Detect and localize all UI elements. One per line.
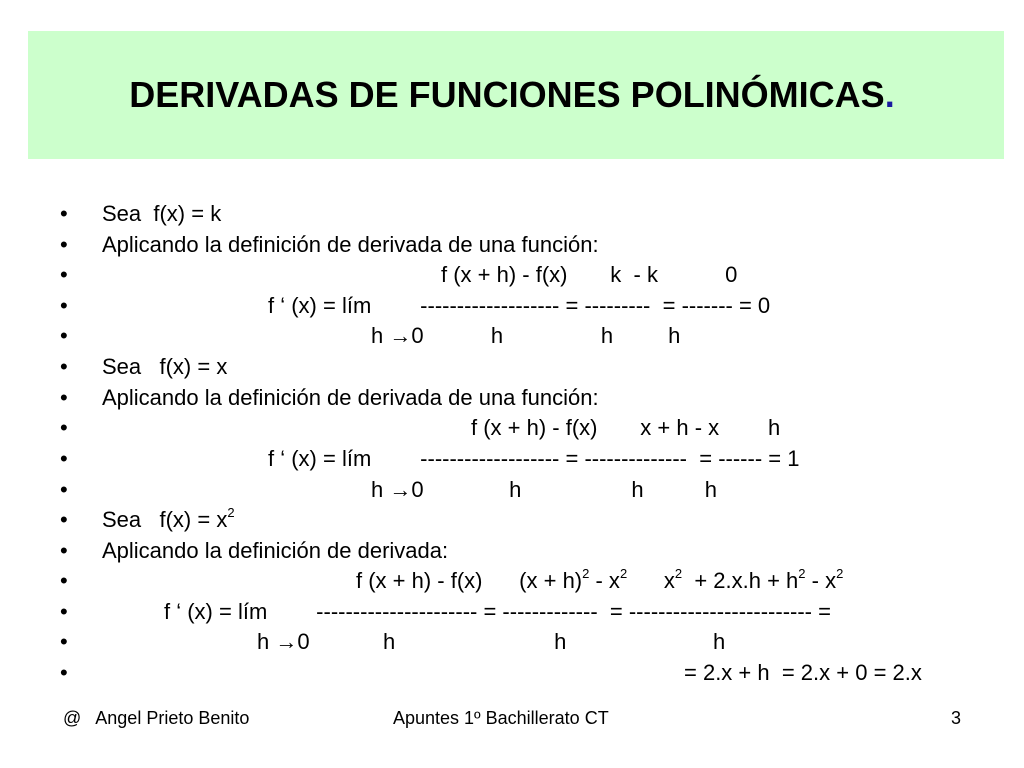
line-7: Aplicando la definición de derivada de una función: <box>102 385 599 410</box>
footer-page-number: 3 <box>951 708 962 728</box>
exponent: 2 <box>582 565 590 581</box>
bullet-marker: • <box>60 415 68 440</box>
line-5 <box>371 324 680 348</box>
bullet-marker: • <box>60 629 68 654</box>
line-16: = 2.x + h = 2.x + 0 = 2.x <box>684 660 922 685</box>
exponent: 2 <box>619 565 628 581</box>
line-10-h: h <box>371 477 390 502</box>
arrow-icon: → <box>389 477 412 502</box>
line-9: f ‘ (x) = lím ------------------- = -------------- = ------ = 1 <box>268 446 800 471</box>
bullet-marker: • <box>60 538 68 563</box>
bullet-marker: • <box>60 232 68 257</box>
arrow-icon: → <box>389 323 412 348</box>
line-14: f ‘ (x) = lím ---------------------- = ------------- = ------------------------- = <box>164 599 831 624</box>
line-8: f (x + h) - f(x) x + h - x h <box>471 415 781 440</box>
bullet-marker: • <box>60 660 68 685</box>
title-dot: . <box>884 74 895 115</box>
line-13-part: f (x + h) - f(x) (x + h) <box>356 568 583 593</box>
line-2: Aplicando la definición de derivada de una función: <box>102 232 599 257</box>
line-13-part: x <box>627 568 675 593</box>
bullet-marker: • <box>60 262 68 287</box>
line-15-rest: 0 h h h <box>297 629 726 654</box>
bullet-marker: • <box>60 507 68 532</box>
bullet-marker: • <box>60 446 68 471</box>
bullet-marker: • <box>60 201 68 226</box>
line-11 <box>102 504 235 532</box>
line-13-part: - x <box>805 568 837 593</box>
title-text: DERIVADAS DE FUNCIONES POLINÓMICAS <box>129 74 885 115</box>
arrow-icon: → <box>275 629 298 654</box>
line-5-rest: 0 h h h <box>411 323 681 348</box>
bullet-marker: • <box>60 323 68 348</box>
bullet-marker: • <box>60 599 68 624</box>
line-15-h: h <box>257 629 276 654</box>
line-13-part: + 2.x.h + h <box>682 568 799 593</box>
line-10 <box>371 478 717 502</box>
line-4: f ‘ (x) = lím ------------------- = --------- = ------- = 0 <box>268 293 771 318</box>
bullet-marker: • <box>60 293 68 318</box>
exponent: 2 <box>227 504 235 520</box>
exponent: 2 <box>836 565 844 581</box>
line-13 <box>356 565 844 593</box>
line-11-text: Sea f(x) = x <box>102 507 228 532</box>
bullet-marker: • <box>60 477 68 502</box>
bullet-marker: • <box>60 568 68 593</box>
line-15 <box>257 630 725 654</box>
exponent: 2 <box>674 565 683 581</box>
line-5-h: h <box>371 323 390 348</box>
line-6: Sea f(x) = x <box>102 354 228 379</box>
exponent: 2 <box>798 565 806 581</box>
line-13-part: - x <box>589 568 620 593</box>
footer-course: Apuntes 1º Bachillerato CT <box>393 708 609 728</box>
bullet-marker: • <box>60 354 68 379</box>
line-3: f (x + h) - f(x) k - k 0 <box>441 262 738 287</box>
line-1: Sea f(x) = k <box>102 201 222 226</box>
bullet-marker: • <box>60 385 68 410</box>
line-12: Aplicando la definición de derivada: <box>102 538 449 563</box>
line-10-rest: 0 h h h <box>411 477 718 502</box>
footer-author: @ Angel Prieto Benito <box>63 708 250 728</box>
